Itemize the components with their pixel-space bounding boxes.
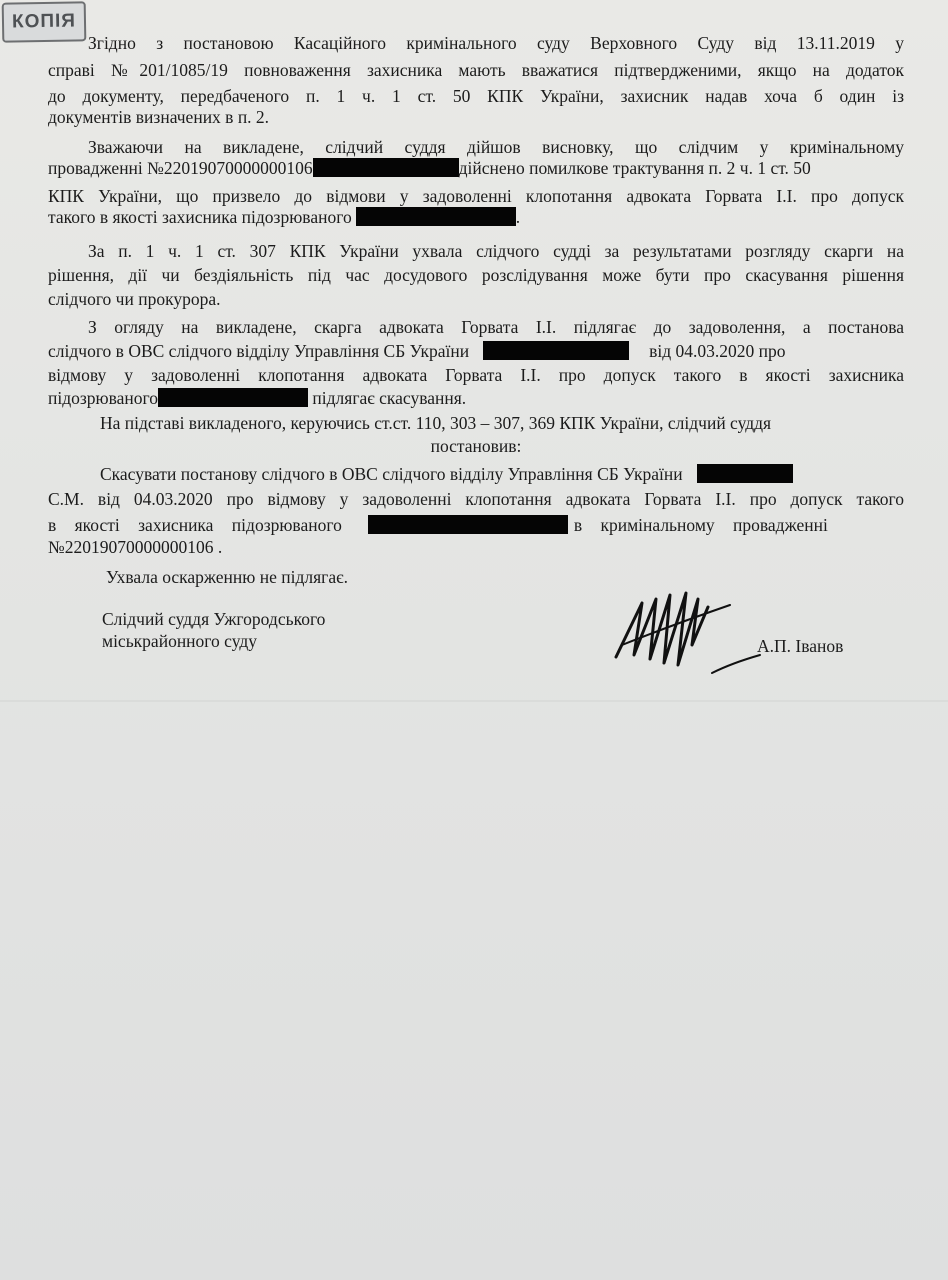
paragraph-2-line-4 xyxy=(48,206,904,228)
redaction-bar xyxy=(313,158,459,177)
paragraph-6-line-3-text: в якості захисника підозрюваного xyxy=(48,515,342,535)
paragraph-4-line-2-text: слідчого в ОВС слідчого відділу Управління СБ України xyxy=(48,341,470,361)
paragraph-6-line-3-tail: в кримінальному провадженні xyxy=(573,515,828,535)
paragraph-6-line-4: №22019070000000106 . xyxy=(48,537,223,557)
paragraph-4-line-3: відмову у задоволенні клопотання адвоката Горвата І.І. про допуск такого в якості захисника xyxy=(48,365,904,385)
paragraph-2-line-3: КПК України, що призвело до відмови у задоволенні клопотання адвоката Горвата І.І. про допуск xyxy=(48,186,904,206)
redaction-bar xyxy=(158,388,308,407)
paragraph-1-line-2: справі №201/1085/19 повноваження захисника мають вважатися підтвердженими, якщо на додаток xyxy=(48,60,904,80)
paragraph-2-line-4-tail: . xyxy=(515,207,521,227)
paragraph-6-line-2: С.М. від 04.03.2020 про відмову у задоволенні клопотання адвоката Горвата І.І. про допуск такого xyxy=(48,489,904,509)
paragraph-4-line-4-tail: підлягає скасування. xyxy=(308,388,467,408)
paragraph-4-line-1: З огляду на викладене, скарга адвоката Горвата І.І. підлягає до задоволення, а постанова xyxy=(88,317,904,337)
paragraph-1-line-4: документів визначених в п. 2. xyxy=(48,107,270,127)
paragraph-7: Ухвала оскарженню не підлягає. xyxy=(106,567,348,587)
handwritten-signature xyxy=(612,585,762,675)
paragraph-6-line-1-text: Скасувати постанову слідчого в ОВС слідчого відділу Управління СБ України xyxy=(100,464,683,484)
paragraph-1-line-3: до документу, передбаченого п. 1 ч. 1 ст. 50 КПК України, захисник надав хоча б один із xyxy=(48,86,904,106)
paragraph-3-line-3: слідчого чи прокурора. xyxy=(48,289,221,309)
redaction-bar xyxy=(483,341,629,360)
judge-name: А.П. Іванов xyxy=(757,636,844,656)
paragraph-2-line-4-text: такого в якості захисника підозрюваного xyxy=(48,207,352,227)
paragraph-4-line-2-tail: від 04.03.2020 про xyxy=(649,341,786,361)
paragraph-5: На підставі викладеного, керуючись ст.ст. 110, 303 – 307, 369 КПК України, слідчий суддя xyxy=(100,413,772,433)
paragraph-6-line-1 xyxy=(100,463,904,485)
paragraph-2-line-1: Зважаючи на викладене, слідчий суддя дійшов висновку, що слідчим у кримінальному xyxy=(88,137,904,157)
paragraph-4-line-4 xyxy=(48,387,904,409)
redaction-bar xyxy=(697,464,793,483)
paragraph-4-line-2 xyxy=(48,340,904,362)
judge-title xyxy=(102,608,325,652)
paragraph-2-line-2-tail: дійснено помилкове трактування п. 2 ч. 1 ст. 50 xyxy=(458,158,811,178)
copy-stamp xyxy=(2,1,87,42)
decree-heading: постановив: xyxy=(430,436,522,456)
copy-stamp-label: КОПІЯ xyxy=(11,10,77,33)
paper-fold xyxy=(0,700,948,702)
paragraph-1-line-1: Згідно з постановою Касаційного кримінального суду Верховного Суду від 13.11.2019 у xyxy=(88,33,904,53)
redaction-bar xyxy=(356,207,516,226)
paragraph-2-line-2 xyxy=(48,157,904,179)
paragraph-6-line-3 xyxy=(48,514,904,536)
paragraph-3-line-2: рішення, дії чи бездіяльність під час досудового розслідування може бути про скасування рішення xyxy=(48,265,904,285)
redaction-bar xyxy=(368,515,568,534)
judge-title-line-1: Слідчий суддя Ужгородського xyxy=(102,609,326,629)
paragraph-3-line-1: За п. 1 ч. 1 ст. 307 КПК України ухвала слідчого судді за результатами розгляду скарги на xyxy=(88,241,904,261)
paragraph-4-line-4-text: підозрюваного xyxy=(48,388,159,408)
judge-title-line-2: міськрайонного суду xyxy=(102,631,258,651)
case-number-text: провадженні №22019070000000106 xyxy=(48,158,313,178)
